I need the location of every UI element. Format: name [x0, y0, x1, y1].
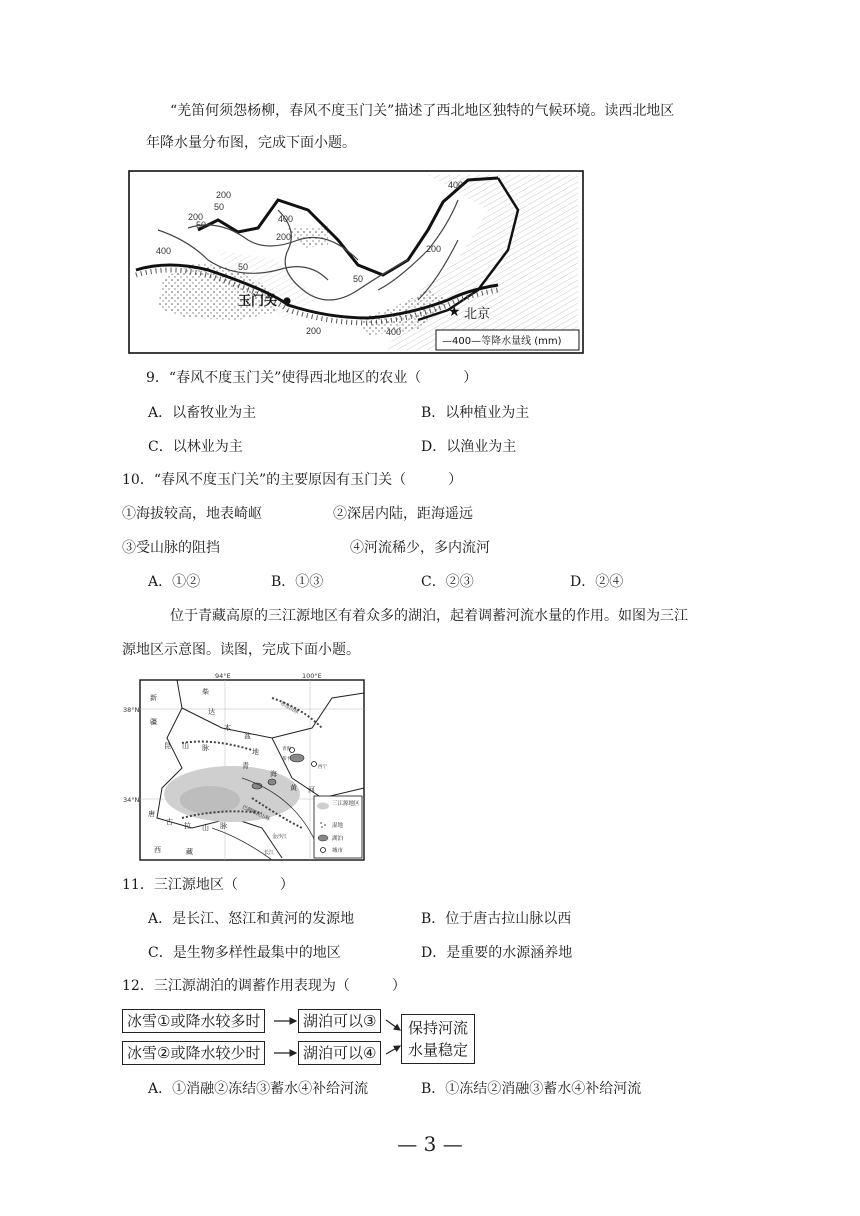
precipitation-map — [128, 170, 584, 354]
place-label: 茶卡 — [282, 757, 291, 762]
place-label: 祁连山脉 — [279, 700, 300, 716]
place-label: 脉 — [202, 744, 209, 752]
q10-statement-3: ③受山脉的阻挡 — [122, 540, 220, 556]
q10-option-a: A．①② — [148, 574, 201, 590]
isoline-label: 400 — [278, 214, 294, 224]
q11-option-a: A．是长江、怒江和黄河的发源地 — [148, 911, 355, 927]
place-label: 达 — [208, 708, 215, 716]
lon-label: 94°E — [215, 672, 231, 680]
place-label: 木 — [224, 724, 231, 732]
q10-statement-2: ②深居内陆，距海遥远 — [333, 506, 473, 522]
intro2-line2: 源地区示意图。读图，完成下面小题。 — [122, 642, 360, 658]
isoline-label: 400 — [386, 327, 402, 337]
flow-box-supply: 湖泊可以④ — [298, 1041, 381, 1065]
place-label: 拉 — [184, 822, 191, 830]
isoline-label: 200 — [216, 190, 232, 200]
isoline-label: 50 — [214, 202, 225, 212]
q10-statement-4: ④河流稀少，多内流河 — [350, 540, 490, 556]
q10-option-d: D．②④ — [570, 574, 624, 590]
q10-option-b: B．①③ — [271, 574, 324, 590]
place-label: 新 — [150, 694, 157, 702]
q9-option-c: C．以林业为主 — [148, 439, 243, 455]
isoline-label: 200 — [188, 212, 204, 222]
yumenguan-marker — [283, 297, 290, 304]
place-label: 海 — [270, 770, 277, 778]
intro2-line1: 位于青藏高原的三江源地区有着众多的湖泊，起着调蓄河流水量的作用。如图为三江 — [170, 608, 688, 624]
flow-box-result — [401, 1014, 475, 1064]
place-label: 昆 — [164, 742, 171, 750]
place-label: 长江 — [264, 850, 275, 856]
place-label: 盆 — [244, 732, 251, 740]
map-legend: —400—等降水量线 (mm) — [442, 336, 562, 347]
q9-option-a: A．以畜牧业为主 — [148, 405, 257, 421]
beijing-label: 北京 — [464, 307, 491, 322]
lat-label: 38°N — [123, 706, 140, 714]
flow-box-more: 冰雪①或降水较多时 — [122, 1009, 265, 1033]
place-label: 金沙江 — [272, 834, 288, 840]
place-label: 河 — [308, 786, 315, 794]
star-icon: ★ — [448, 304, 461, 320]
place-label: 柴 — [202, 688, 209, 696]
legend-label: 湖泊 — [332, 836, 344, 842]
lon-label: 100°E — [302, 672, 322, 680]
flow-result-line1: 保持河流 — [408, 1019, 469, 1037]
sanjiangyuan-map — [122, 668, 368, 864]
q11-stem: 11．三江源地区（ ） — [122, 877, 294, 893]
isoline-label: 50 — [196, 220, 207, 230]
place-label: 古 — [166, 818, 173, 826]
place-label: 山 — [182, 742, 189, 750]
legend-label: 三江源地区 — [332, 801, 360, 807]
isoline-label: 50 — [353, 274, 364, 284]
isoline-label: 400 — [156, 246, 172, 256]
legend-label: 湿地 — [332, 823, 344, 829]
yumenguan-label: 玉门关 — [238, 294, 278, 309]
q9-stem: 9．“春风不度玉门关”使得西北地区的农业（ ） — [146, 370, 478, 386]
q9-option-d: D．以渔业为主 — [421, 439, 517, 455]
q10-stem: 10．“春风不度玉门关”的主要原因有玉门关（ ） — [122, 472, 463, 488]
isoline-label: 200 — [426, 244, 442, 254]
place-label: 地 — [252, 748, 259, 756]
legend-label: 城市 — [332, 848, 344, 854]
flow-box-store: 湖泊可以③ — [298, 1009, 381, 1033]
place-label: 青 — [242, 762, 249, 770]
place-label: 唐 — [148, 810, 155, 818]
q10-option-c: C．②③ — [421, 574, 474, 590]
isoline-label: 200 — [276, 232, 292, 242]
q12-stem: 12．三江源湖泊的调蓄作用表现为（ ） — [122, 978, 406, 994]
flow-box-less: 冰雪②或降水较少时 — [122, 1041, 265, 1065]
place-label: 西宁 — [318, 765, 327, 770]
place-label: 疆 — [150, 718, 157, 726]
intro1-line1: “羌笛何须怨杨柳，春风不度玉门关”描述了西北地区独特的气候环境。读西北地区 — [170, 103, 675, 119]
place-label: 藏 — [186, 848, 193, 856]
place-label: 脉 — [220, 822, 227, 830]
place-label: 青海 — [282, 747, 291, 752]
lat-label: 34°N — [123, 796, 140, 804]
isoline-label: 200 — [306, 326, 322, 336]
flow-arrows — [270, 1008, 410, 1068]
place-label: 西 — [154, 846, 161, 854]
q12-option-a: A．①消融②冻结③蓄水④补给河流 — [148, 1081, 369, 1097]
place-label: 巴颜喀拉山脉 — [241, 804, 271, 823]
flow-result-line2: 水量稳定 — [408, 1041, 469, 1059]
q12-option-b: B．①冻结②消融③蓄水④补给河流 — [421, 1081, 642, 1097]
q11-option-c: C．是生物多样性最集中的地区 — [148, 945, 341, 961]
q10-statement-1: ①海拔较高，地表崎岖 — [122, 506, 262, 522]
isoline-label: 50 — [238, 262, 249, 272]
intro1-line2: 年降水量分布图，完成下面小题。 — [146, 135, 356, 151]
q9-option-b: B．以种植业为主 — [421, 405, 530, 421]
isoline-label: 400 — [448, 180, 464, 190]
page-number: — 3 — — [397, 1132, 463, 1156]
q11-option-d: D．是重要的水源涵养地 — [421, 945, 573, 961]
q11-option-b: B．位于唐古拉山脉以西 — [421, 911, 572, 927]
place-label: 山 — [202, 824, 209, 832]
place-label: 黄 — [290, 784, 297, 792]
